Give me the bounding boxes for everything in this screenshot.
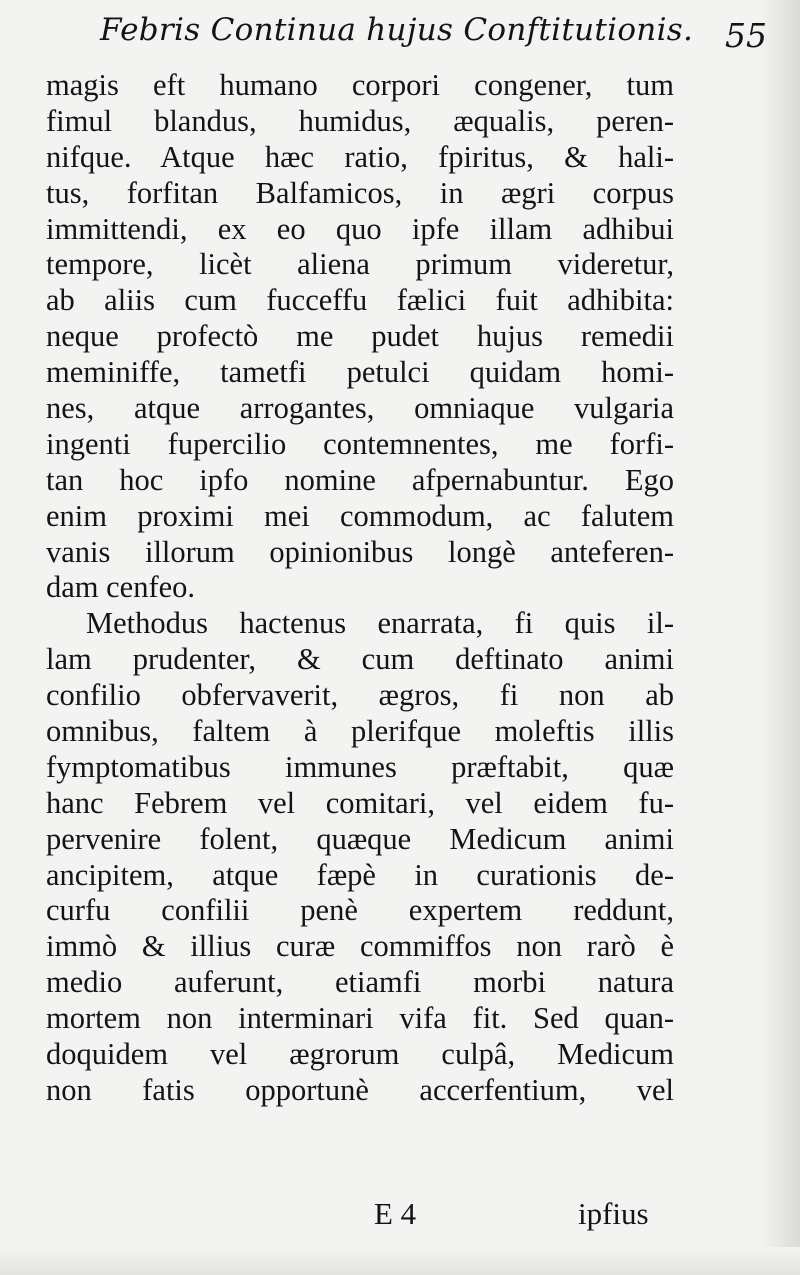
text-line: confilio obfervaverit, ægros, fi non ab (46, 678, 674, 713)
text-line: meminiffe, tametfi petulci quidam homi- (46, 355, 674, 390)
text-line: hanc Febrem vel comitari, vel eidem fu- (46, 785, 674, 820)
text-line: tempore, licèt aliena primum videretur, (46, 247, 674, 282)
text-line: non fatis opportunè accerfentium, vel (46, 1072, 674, 1107)
text-line: immò & illius curæ commiffos non rarò è (46, 929, 674, 964)
body-text (46, 68, 674, 1109)
text-line: curfu confilii penè expertem reddunt, (46, 893, 674, 928)
signature-mark: E 4 (374, 1196, 417, 1231)
text-line: medio auferunt, etiamfi morbi natura (46, 965, 674, 1000)
text-line: doquidem vel ægrorum culpâ, Medicum (46, 1037, 674, 1072)
text-line: fymptomatibus immunes præftabit, quæ (46, 749, 674, 784)
page-bottom-shadow (0, 1247, 800, 1275)
text-line: fimul blandus, humidus, æqualis, peren- (46, 103, 674, 138)
text-line: lam prudenter, & cum deftinato animi (46, 642, 674, 677)
text-line: ingenti fupercilio contemnentes, me forfi- (46, 426, 674, 461)
text-line: ab aliis cum fucceffu fælici fuit adhibita: (46, 283, 674, 318)
page-number: 55 (725, 16, 767, 55)
text-line: immittendi, ex eo quo ipfe illam adhibui (46, 211, 674, 246)
text-line: Methodus hactenus enarrata, fi quis il- (86, 606, 674, 641)
text-line: pervenire folent, quæque Medicum animi (46, 821, 674, 856)
text-line: vanis illorum opinionibus longè anteferen- (46, 534, 674, 569)
text-line: omnibus, faltem à plerifque moleftis illis (46, 714, 674, 749)
text-line: dam cenfeo. (46, 570, 196, 605)
text-line: enim proximi mei commodum, ac falutem (46, 498, 674, 533)
text-line: ancipitem, atque fæpè in curationis de- (46, 857, 674, 892)
running-title: Febris Continua hujus Conftitutionis. (100, 12, 694, 48)
page-edge-shadow (758, 0, 800, 1275)
catchword: ipfius (578, 1196, 649, 1231)
text-line: tus, forfitan Balfamicos, in ægri corpus (46, 175, 674, 210)
text-line: neque profectò me pudet hujus remedii (46, 319, 674, 354)
text-line: nifque. Atque hæc ratio, fpiritus, & hali- (46, 139, 674, 174)
text-line: magis eft humano corpori congener, tum (46, 68, 674, 102)
text-line: mortem non interminari vifa fit. Sed quan- (46, 1001, 674, 1036)
text-line: nes, atque arrogantes, omniaque vulgaria (46, 391, 674, 426)
text-line: tan hoc ipfo nomine afpernabuntur. Ego (46, 462, 674, 497)
